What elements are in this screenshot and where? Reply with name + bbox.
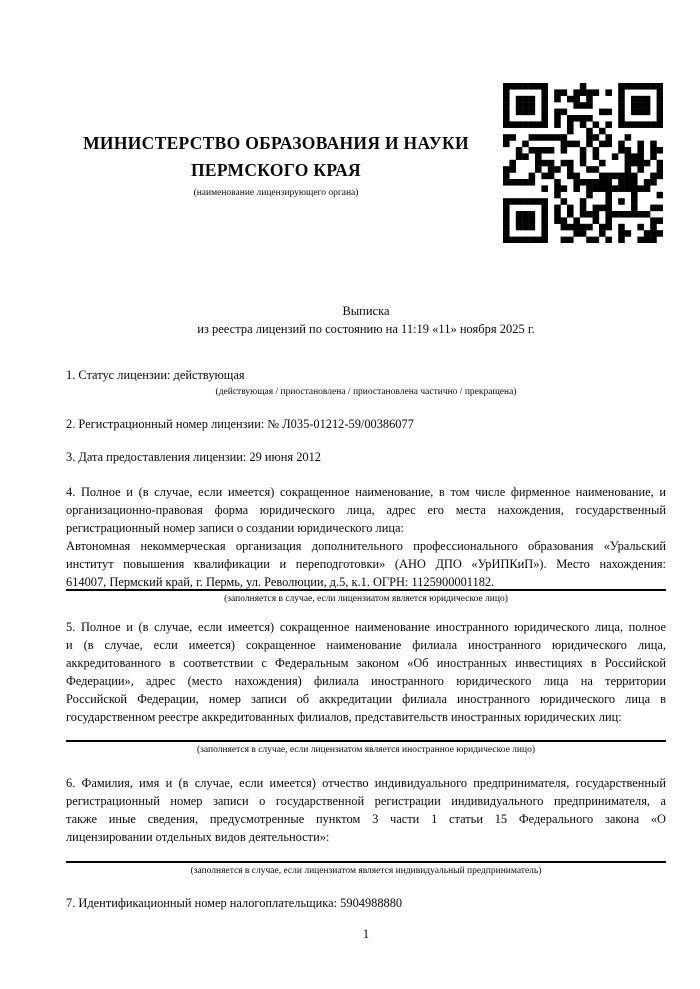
item-taxpayer-number: 7. Идентификационный номер налогоплательщика: 5904988880 [66,896,403,910]
license-status-options-caption: (действующая / приостановлена / приостановлена частично / прекращена) [215,387,517,397]
qr-code-image [503,83,663,243]
ministry-name-line2: ПЕРМСКОГО КРАЯ [191,160,361,180]
qr-code [503,83,663,243]
legal-entity-label: 4. Полное и (в случае, если имеется) сокращенное наименование, в том числе фирменное наименование, и организационно-правовая форма юридического лица, адрес его места нахождения, государственный регистрационный номер записи о создании юридического лица: [66,485,666,535]
page-number: 1 [362,927,370,941]
individual-entrepreneur-caption: (заполняется в случае, если лицензиатом является индивидуальный предприниматель) [190,866,542,876]
licensing-authority-caption: (наименование лицензирующего органа) [193,188,359,198]
legal-entity-rule [66,589,666,591]
legal-entity-caption: (заполняется в случае, если лицензиатом является юридическое лицо) [224,594,508,604]
item-registration-number: 2. Регистрационный номер лицензии: № Л035-01212-59/00386077 [66,417,414,431]
item-individual-entrepreneur [66,774,666,846]
item-legal-entity [66,483,666,591]
legal-entity-value: Автономная некоммерческая организация дополнительного профессионального образования «Уральский институт повышения квалификации и переподготовки» (АНО ДПО «УрИПКиП»). Место нахождения: 614007, Пермский край, г. Пермь, ул. Революции, д.5, к.1. ОГРН: 1125900001182. [66,539,666,589]
item-grant-date: 3. Дата предоставления лицензии: 29 июня 2012 [66,450,322,464]
document-title-line1: Выписка [342,304,390,318]
foreign-entity-label: 5. Полное и (в случае, если имеется) сокращенное наименование иностранного юридического лица, полное и (в случае, если имеется) сокращенное наименование филиала иностранного юридического лица, аккредитованного в соответствии с Федеральным законом «Об иностранных инвестициях в Российской Федерации», адрес (место нахождения) филиала иностранного юридического лица на территории Российской Федерации, номер записи об аккредитации филиала иностранного юридического лица в государственном реестре аккредитованных филиалов, представительств иностранных юридических лиц: [66,620,666,724]
individual-entrepreneur-rule [66,861,666,863]
item-foreign-entity [66,618,666,726]
foreign-entity-rule [66,740,666,742]
document-title [66,303,666,338]
ministry-header [66,130,486,199]
document-title-line2: из реестра лицензий по состоянию на 11:19 «11» ноября 2025 г. [197,321,535,336]
item-license-status: 1. Статус лицензии: действующая [66,368,245,382]
foreign-entity-caption: (заполняется в случае, если лицензиатом является иностранное юридическое лицо) [197,745,535,755]
individual-entrepreneur-label: 6. Фамилия, имя и (в случае, если имеется) отчество индивидуального предпринимателя, государственный регистрационный номер записи о государственной регистрации индивидуального предпринимателя, а также иные сведения, предусмотренные пунктом 3 части 1 статьи 15 Федерального закона «О лицензировании отдельных видов деятельности»: [66,776,666,844]
ministry-name-line1: МИНИСТЕРСТВО ОБРАЗОВАНИЯ И НАУКИ [83,133,469,153]
